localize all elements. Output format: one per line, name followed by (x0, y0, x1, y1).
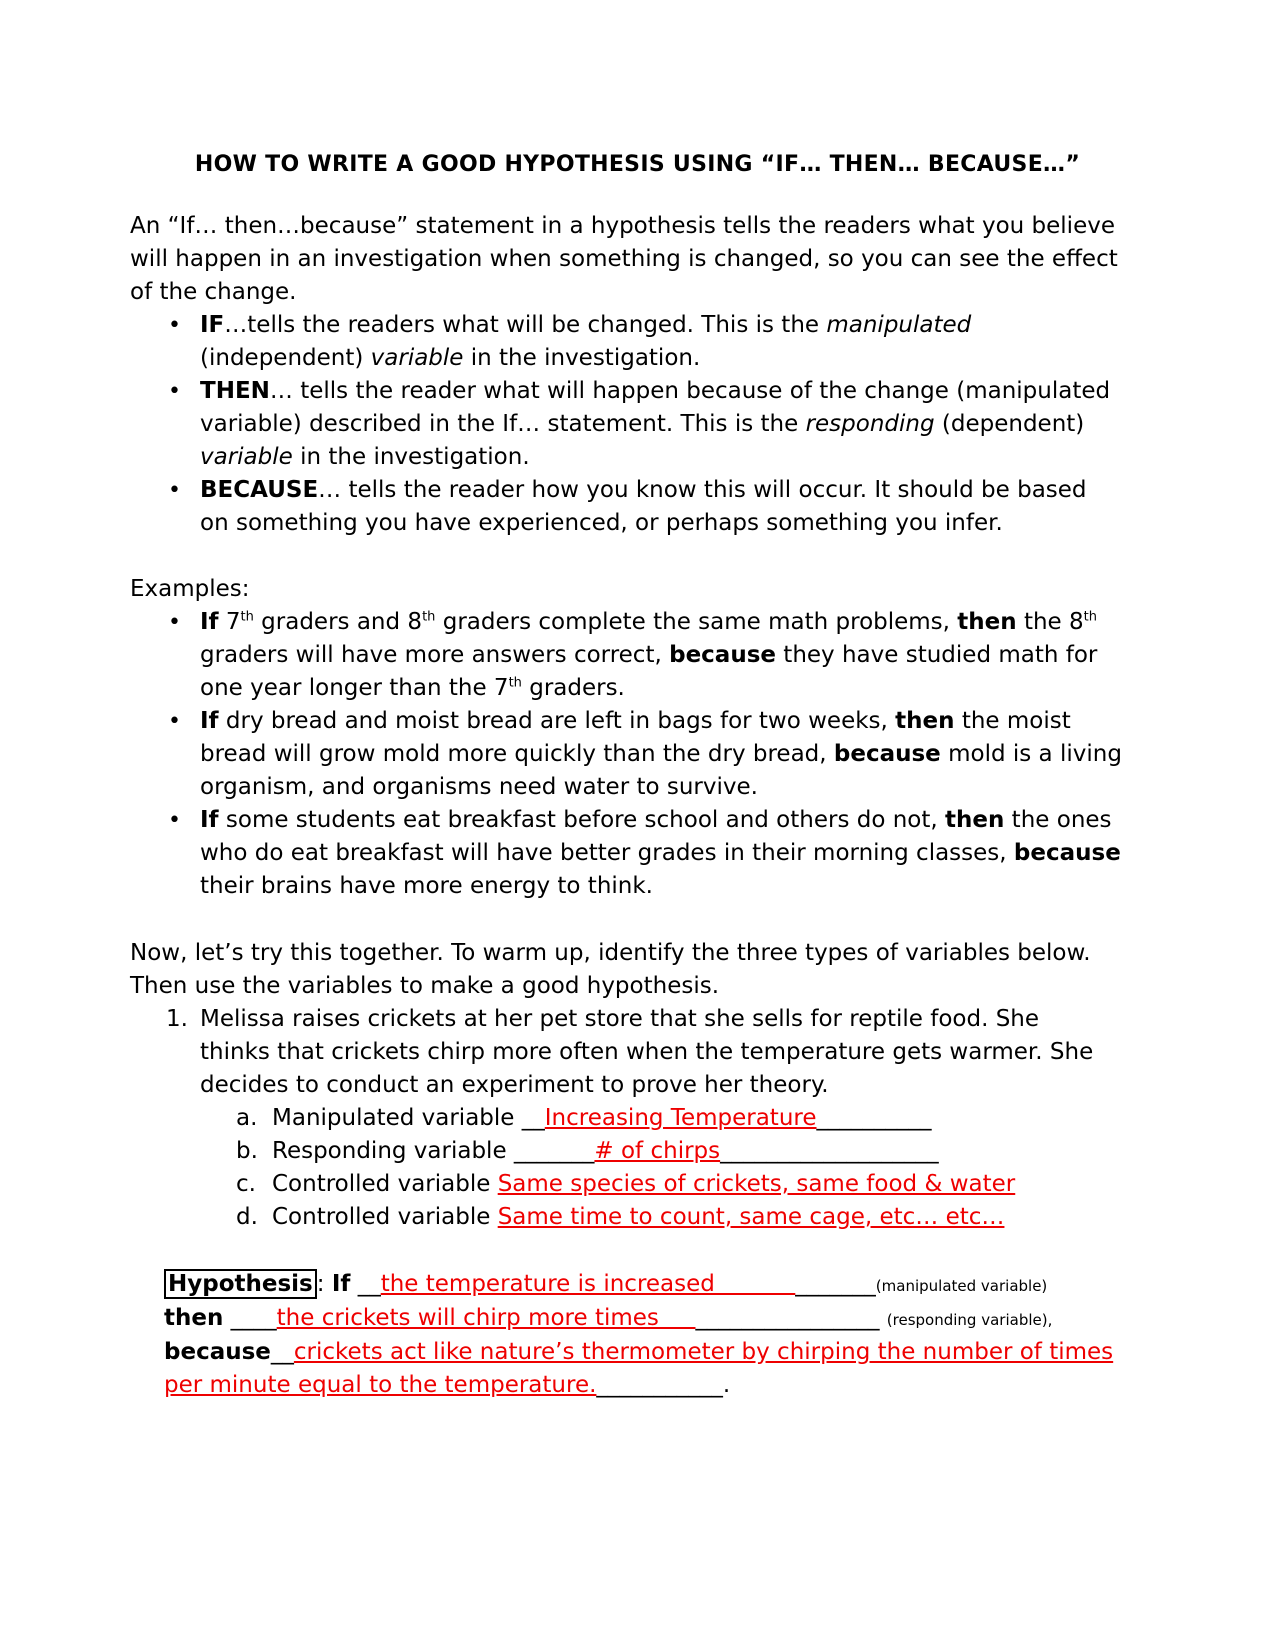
problem-line-1: Melissa raises crickets at her pet store that she sells for reptile food. She (200, 1006, 1040, 1032)
responding-variable-answer: Responding variable _______# of chirps___________________ (272, 1138, 939, 1164)
definition-if-line-1: IF…tells the readers what will be changed. This is the manipulated (200, 312, 972, 338)
example-3-line-2: who do eat breakfast will have better grades in their morning classes, because (200, 840, 1121, 866)
example-2-line-2: bread will grow mold more quickly than the dry bread, because mold is a living (200, 741, 1122, 767)
controlled-variable-answer-1: Controlled variable Same species of crickets, same food & water (272, 1171, 1016, 1197)
example-2-line-3: organism, and organisms need water to survive. (200, 774, 758, 800)
hypothesis-because-line-2: per minute equal to the temperature.___________. (164, 1372, 731, 1398)
problem-number: 1. (166, 1006, 188, 1032)
example-1-line-1: If 7th graders and 8th graders complete the same math problems, then the 8th (200, 609, 1097, 635)
hypothesis-label: Hypothesis (164, 1269, 317, 1299)
examples-heading: Examples: (130, 576, 250, 602)
example-3-line-3: their brains have more energy to think. (200, 873, 653, 899)
intro-line-2: will happen in an investigation when something is changed, so you can see the effect (130, 246, 1118, 272)
problem-line-2: thinks that crickets chirp more often when the temperature gets warmer. She (200, 1039, 1094, 1065)
definition-then-line-1: THEN… tells the reader what will happen because of the change (manipulated (200, 378, 1111, 404)
bullet-icon: • (168, 709, 181, 734)
intro-line-3: of the change. (130, 279, 297, 305)
example-1-line-2: graders will have more answers correct, because they have studied math for (200, 642, 1098, 668)
definition-then-line-3: variable in the investigation. (200, 444, 530, 470)
bullet-icon: • (168, 379, 181, 404)
hypothesis-because-line: because__crickets act like nature’s thermometer by chirping the number of times (164, 1339, 1114, 1365)
example-1-line-3: one year longer than the 7th graders. (200, 675, 625, 701)
example-2-line-1: If dry bread and moist bread are left in bags for two weeks, then the moist (200, 708, 1071, 734)
intro-line-1: An “If… then…because” statement in a hypothesis tells the readers what you believe (130, 213, 1115, 239)
practice-intro-line-1: Now, let’s try this together. To warm up, identify the three types of variables below. (130, 940, 1091, 966)
definition-if-line-2: (independent) variable in the investigation. (200, 345, 701, 371)
practice-intro-line-2: Then use the variables to make a good hypothesis. (130, 973, 720, 999)
hypothesis-then-line: then ____the crickets will chirp more times ________________ (responding variable), (164, 1305, 1053, 1331)
page-title: HOW TO WRITE A GOOD HYPOTHESIS USING “IF… THEN… BECAUSE…” (194, 152, 1081, 177)
definition-because-line-2: on something you have experienced, or perhaps something you infer. (200, 510, 1003, 536)
item-letter: c. (236, 1171, 256, 1197)
bullet-icon: • (168, 478, 181, 503)
item-letter: d. (236, 1204, 258, 1230)
bullet-icon: • (168, 313, 181, 338)
bullet-icon: • (168, 610, 181, 635)
bullet-icon: • (168, 808, 181, 833)
hypothesis-if-line: Hypothesis : If __the temperature is increased _______(manipulated variable) (164, 1268, 1047, 1303)
problem-line-3: decides to conduct an experiment to prove her theory. (200, 1072, 829, 1098)
example-3-line-1: If some students eat breakfast before school and others do not, then the ones (200, 807, 1112, 833)
item-letter: a. (236, 1105, 258, 1131)
definition-then-line-2: variable) described in the If… statement. This is the responding (dependent) (200, 411, 1085, 437)
item-letter: b. (236, 1138, 258, 1164)
manipulated-variable-answer: Manipulated variable __Increasing Temperature__________ (272, 1105, 932, 1131)
definition-because-line-1: BECAUSE… tells the reader how you know this will occur. It should be based (200, 477, 1087, 503)
controlled-variable-answer-2: Controlled variable Same time to count, same cage, etc… etc… (272, 1204, 1005, 1230)
